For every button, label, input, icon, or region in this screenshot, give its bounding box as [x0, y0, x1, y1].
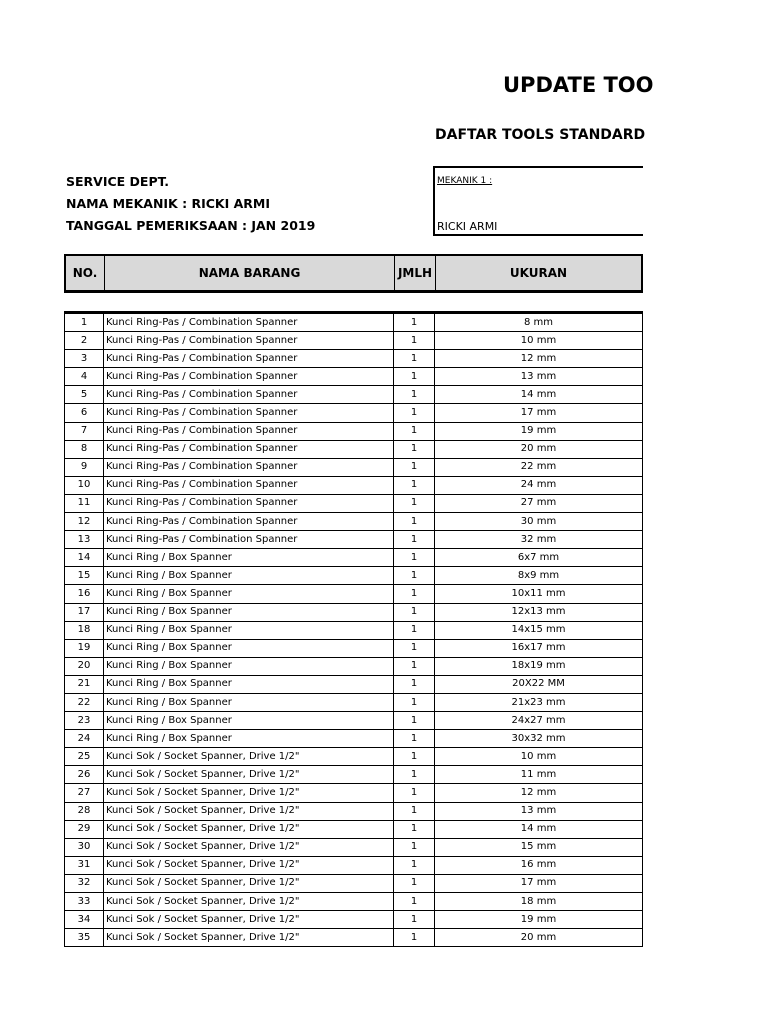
- row-size: 30 mm: [435, 513, 643, 531]
- table-row: [65, 350, 643, 368]
- row-no: 34: [65, 911, 104, 929]
- table-row: [65, 440, 643, 458]
- table-row: [65, 693, 643, 711]
- row-size: 20X22 MM: [435, 675, 643, 693]
- row-item-name: Kunci Ring / Box Spanner: [104, 549, 394, 567]
- mechanic-box: [433, 166, 643, 236]
- row-no: 11: [65, 494, 104, 512]
- row-qty: 1: [394, 404, 435, 422]
- column-header-name: NAMA BARANG: [105, 256, 395, 290]
- document-subtitle: DAFTAR TOOLS STANDARD: [435, 127, 646, 143]
- document-title: UPDATE TOO: [503, 73, 654, 97]
- row-no: 15: [65, 567, 104, 585]
- table-row: [65, 313, 643, 332]
- row-size: 16 mm: [435, 856, 643, 874]
- row-no: 26: [65, 766, 104, 784]
- row-item-name: Kunci Ring / Box Spanner: [104, 639, 394, 657]
- row-item-name: Kunci Sok / Socket Spanner, Drive 1/2": [104, 893, 394, 911]
- row-qty: 1: [394, 513, 435, 531]
- row-size: 13 mm: [435, 368, 643, 386]
- row-no: 8: [65, 440, 104, 458]
- row-item-name: Kunci Ring / Box Spanner: [104, 621, 394, 639]
- row-no: 14: [65, 549, 104, 567]
- row-item-name: Kunci Ring / Box Spanner: [104, 657, 394, 675]
- row-qty: 1: [394, 313, 435, 332]
- row-no: 7: [65, 422, 104, 440]
- table-row: [65, 820, 643, 838]
- table-row: [65, 494, 643, 512]
- table-row: [65, 766, 643, 784]
- table-row: [65, 639, 643, 657]
- tools-table: [64, 311, 643, 947]
- row-no: 12: [65, 513, 104, 531]
- row-qty: 1: [394, 494, 435, 512]
- table-row: [65, 513, 643, 531]
- inspection-date-line: TANGGAL PEMERIKSAAN : JAN 2019: [66, 218, 316, 233]
- row-size: 16x17 mm: [435, 639, 643, 657]
- row-size: 22 mm: [435, 458, 643, 476]
- row-no: 35: [65, 929, 104, 947]
- department-label: SERVICE DEPT.: [66, 174, 170, 189]
- row-item-name: Kunci Ring / Box Spanner: [104, 603, 394, 621]
- row-qty: 1: [394, 838, 435, 856]
- table-row: [65, 332, 643, 350]
- row-qty: 1: [394, 549, 435, 567]
- row-no: 21: [65, 675, 104, 693]
- row-qty: 1: [394, 748, 435, 766]
- table-row: [65, 549, 643, 567]
- row-qty: 1: [394, 893, 435, 911]
- mechanic-name-line: NAMA MEKANIK : RICKI ARMI: [66, 196, 270, 211]
- row-item-name: Kunci Sok / Socket Spanner, Drive 1/2": [104, 929, 394, 947]
- row-size: 14x15 mm: [435, 621, 643, 639]
- row-qty: 1: [394, 929, 435, 947]
- column-header-no: NO.: [66, 256, 105, 290]
- row-no: 30: [65, 838, 104, 856]
- row-size: 21x23 mm: [435, 693, 643, 711]
- row-size: 10 mm: [435, 332, 643, 350]
- table-row: [65, 784, 643, 802]
- row-qty: 1: [394, 603, 435, 621]
- row-size: 6x7 mm: [435, 549, 643, 567]
- mechanic-box-name: RICKI ARMI: [437, 220, 498, 233]
- row-qty: 1: [394, 368, 435, 386]
- table-row: [65, 838, 643, 856]
- table-row: [65, 712, 643, 730]
- row-no: 1: [65, 313, 104, 332]
- row-item-name: Kunci Ring-Pas / Combination Spanner: [104, 458, 394, 476]
- row-qty: 1: [394, 440, 435, 458]
- row-size: 13 mm: [435, 802, 643, 820]
- row-no: 20: [65, 657, 104, 675]
- row-no: 13: [65, 531, 104, 549]
- row-no: 31: [65, 856, 104, 874]
- row-size: 15 mm: [435, 838, 643, 856]
- table-row: [65, 911, 643, 929]
- row-size: 27 mm: [435, 494, 643, 512]
- row-size: 10 mm: [435, 748, 643, 766]
- table-header: [64, 254, 643, 293]
- row-qty: 1: [394, 476, 435, 494]
- row-item-name: Kunci Ring / Box Spanner: [104, 730, 394, 748]
- row-item-name: Kunci Sok / Socket Spanner, Drive 1/2": [104, 802, 394, 820]
- table-row: [65, 422, 643, 440]
- row-size: 8x9 mm: [435, 567, 643, 585]
- row-no: 23: [65, 712, 104, 730]
- row-qty: 1: [394, 422, 435, 440]
- column-header-size: UKURAN: [436, 256, 641, 290]
- row-item-name: Kunci Ring-Pas / Combination Spanner: [104, 476, 394, 494]
- table-row: [65, 730, 643, 748]
- row-qty: 1: [394, 874, 435, 892]
- row-item-name: Kunci Ring-Pas / Combination Spanner: [104, 332, 394, 350]
- row-qty: 1: [394, 730, 435, 748]
- row-size: 30x32 mm: [435, 730, 643, 748]
- row-qty: 1: [394, 639, 435, 657]
- row-item-name: Kunci Sok / Socket Spanner, Drive 1/2": [104, 784, 394, 802]
- row-size: 19 mm: [435, 422, 643, 440]
- row-no: 28: [65, 802, 104, 820]
- row-item-name: Kunci Sok / Socket Spanner, Drive 1/2": [104, 856, 394, 874]
- row-item-name: Kunci Ring-Pas / Combination Spanner: [104, 513, 394, 531]
- row-size: 19 mm: [435, 911, 643, 929]
- mechanic-box-label: MEKANIK 1 :: [437, 176, 493, 186]
- row-item-name: Kunci Sok / Socket Spanner, Drive 1/2": [104, 748, 394, 766]
- row-qty: 1: [394, 784, 435, 802]
- column-header-qty: JMLH: [395, 256, 436, 290]
- row-no: 19: [65, 639, 104, 657]
- table-row: [65, 675, 643, 693]
- row-item-name: Kunci Sok / Socket Spanner, Drive 1/2": [104, 911, 394, 929]
- row-qty: 1: [394, 531, 435, 549]
- row-no: 25: [65, 748, 104, 766]
- row-size: 20 mm: [435, 440, 643, 458]
- row-no: 22: [65, 693, 104, 711]
- row-item-name: Kunci Ring-Pas / Combination Spanner: [104, 313, 394, 332]
- table-row: [65, 657, 643, 675]
- table-row: [65, 585, 643, 603]
- row-qty: 1: [394, 911, 435, 929]
- table-row: [65, 458, 643, 476]
- row-qty: 1: [394, 712, 435, 730]
- row-item-name: Kunci Sok / Socket Spanner, Drive 1/2": [104, 820, 394, 838]
- row-size: 14 mm: [435, 820, 643, 838]
- row-no: 9: [65, 458, 104, 476]
- row-item-name: Kunci Ring-Pas / Combination Spanner: [104, 440, 394, 458]
- row-size: 17 mm: [435, 404, 643, 422]
- row-item-name: Kunci Sok / Socket Spanner, Drive 1/2": [104, 838, 394, 856]
- row-qty: 1: [394, 820, 435, 838]
- row-item-name: Kunci Ring-Pas / Combination Spanner: [104, 404, 394, 422]
- table-row: [65, 748, 643, 766]
- row-no: 16: [65, 585, 104, 603]
- table-row: [65, 621, 643, 639]
- table-row: [65, 929, 643, 947]
- row-no: 3: [65, 350, 104, 368]
- row-qty: 1: [394, 766, 435, 784]
- row-qty: 1: [394, 802, 435, 820]
- row-no: 27: [65, 784, 104, 802]
- table-row: [65, 476, 643, 494]
- row-no: 33: [65, 893, 104, 911]
- row-item-name: Kunci Ring-Pas / Combination Spanner: [104, 531, 394, 549]
- row-item-name: Kunci Sok / Socket Spanner, Drive 1/2": [104, 874, 394, 892]
- row-item-name: Kunci Ring / Box Spanner: [104, 585, 394, 603]
- row-size: 18 mm: [435, 893, 643, 911]
- row-size: 18x19 mm: [435, 657, 643, 675]
- row-size: 17 mm: [435, 874, 643, 892]
- row-no: 5: [65, 386, 104, 404]
- row-item-name: Kunci Ring-Pas / Combination Spanner: [104, 386, 394, 404]
- row-item-name: Kunci Ring-Pas / Combination Spanner: [104, 494, 394, 512]
- row-qty: 1: [394, 621, 435, 639]
- row-item-name: Kunci Ring / Box Spanner: [104, 693, 394, 711]
- row-qty: 1: [394, 332, 435, 350]
- row-qty: 1: [394, 350, 435, 368]
- row-item-name: Kunci Ring / Box Spanner: [104, 675, 394, 693]
- row-size: 11 mm: [435, 766, 643, 784]
- row-item-name: Kunci Ring-Pas / Combination Spanner: [104, 368, 394, 386]
- row-size: 14 mm: [435, 386, 643, 404]
- row-no: 18: [65, 621, 104, 639]
- row-no: 29: [65, 820, 104, 838]
- table-row: [65, 404, 643, 422]
- row-size: 12 mm: [435, 350, 643, 368]
- row-size: 32 mm: [435, 531, 643, 549]
- row-qty: 1: [394, 585, 435, 603]
- row-item-name: Kunci Ring-Pas / Combination Spanner: [104, 350, 394, 368]
- row-no: 6: [65, 404, 104, 422]
- row-qty: 1: [394, 675, 435, 693]
- row-item-name: Kunci Ring-Pas / Combination Spanner: [104, 422, 394, 440]
- row-item-name: Kunci Ring / Box Spanner: [104, 712, 394, 730]
- row-no: 4: [65, 368, 104, 386]
- row-qty: 1: [394, 386, 435, 404]
- row-no: 2: [65, 332, 104, 350]
- table-row: [65, 856, 643, 874]
- row-no: 32: [65, 874, 104, 892]
- row-qty: 1: [394, 856, 435, 874]
- table-row: [65, 893, 643, 911]
- row-size: 12x13 mm: [435, 603, 643, 621]
- table-row: [65, 802, 643, 820]
- row-size: 10x11 mm: [435, 585, 643, 603]
- row-qty: 1: [394, 458, 435, 476]
- row-size: 24x27 mm: [435, 712, 643, 730]
- row-no: 24: [65, 730, 104, 748]
- table-row: [65, 386, 643, 404]
- table-row: [65, 368, 643, 386]
- row-item-name: Kunci Ring / Box Spanner: [104, 567, 394, 585]
- table-row: [65, 603, 643, 621]
- row-size: 8 mm: [435, 313, 643, 332]
- row-size: 24 mm: [435, 476, 643, 494]
- row-qty: 1: [394, 693, 435, 711]
- row-item-name: Kunci Sok / Socket Spanner, Drive 1/2": [104, 766, 394, 784]
- row-size: 20 mm: [435, 929, 643, 947]
- row-size: 12 mm: [435, 784, 643, 802]
- row-qty: 1: [394, 657, 435, 675]
- row-qty: 1: [394, 567, 435, 585]
- row-no: 17: [65, 603, 104, 621]
- table-row: [65, 567, 643, 585]
- table-row: [65, 531, 643, 549]
- row-no: 10: [65, 476, 104, 494]
- table-row: [65, 874, 643, 892]
